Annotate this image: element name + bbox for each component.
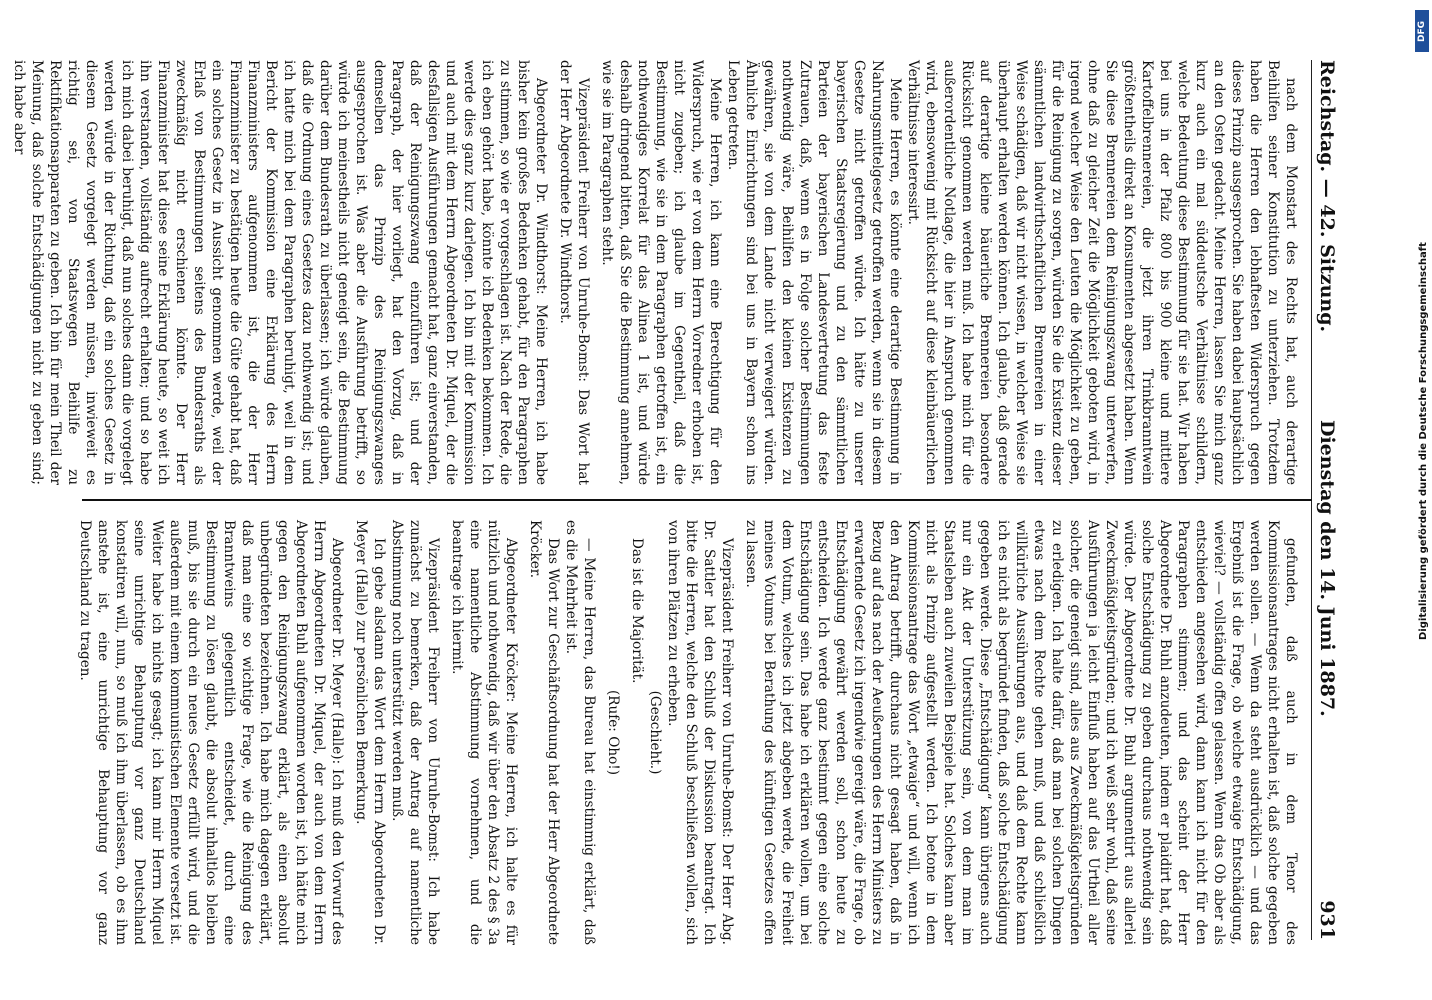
- paragraph: Vizepräsident Freiherr von Unruhe-Bomst: Ich habe zunächst zu bemerken, daß der Antrag auf namentliche Abstimmung noch unterstützt werden muß.: [389, 520, 441, 945]
- paragraph: (Geschieht.): [647, 690, 663, 775]
- paragraph: Das Wort zur Geschäftsordnung hat der Herr Abgeordnete Kröcker.: [527, 520, 561, 945]
- left-column: [11, 60, 1300, 485]
- paragraph: Abgeordneter Dr. Meyer (Halle): Ich muß den Vorwurf des Herrn Abgeordneten Dr. Miquel, der auch von dem Herrn Abgeordneten Buhl aufgenommen worden ist, ich hätte mich gegen den Reinigungszwang erklärt, als einen absolut unbegründeten bezeichnen. Ich habe mich dagegen erklärt, daß man eine so wichtige Frage, wie die Reinigung des Branntweins gelegentlich entscheidet, durch eine Bestimmung zu lösen glaubt, die absolut inhaltlos bleiben muß, bis sie durch ein neues Gesetz erfüllt wird, und die außerdem mit einem kommunistischen Elemente versetzt ist. Weiter habe ich nichts gesagt; ich kann mir Herrn Miquel seine unrichtige Behauptung vor ganz Deutschland konstatiren will, nun, so muß ich ihm überlassen, ob es ihm anstehe ist, eine unrichtige Behauptung vor ganz Deutschland zu tragen.: [77, 520, 345, 945]
- page-header: [1314, 60, 1338, 940]
- paragraph: — Meine Herren, das Bureau hat einstimmig erklärt, daß es die Mehrheit ist.: [563, 520, 597, 945]
- header-title: Reichstag. — 42. Sitzung.: [1316, 60, 1338, 333]
- paragraph: Abgeordneter Dr. Windthorst: Meine Herren, ich habe bisher kein großes Bedenken gehabt, für den Paragraphen zu stimmen, so wie er vorgeschlagen ist. Nach der Rede, die ich eben gehört habe, könnte ich Bedenken bekommen. Ich werde dies ganz kurz darlegen. Ich bin mit der Kommission und auch mit dem Herrn Abgeordneten Dr. Miquel, der die desfallsigen Ausführungen gemacht hat, ganz einverstanden, daß der Reinigungszwang einzuführen ist; und der Paragraph, der hier vorliegt, hat den Vorzug, daß in demselben das Prinzip des Reinigungszwanges ausgesprochen ist. Was aber die Ausführung betrifft, so würde ich meinestheils nicht geneigt sein, die Bestimmung darüber dem Bundesrath zu überlassen; ich würde glauben, daß die Ordnung eines Gesetzes dazu nothwendig ist; und ich hatte mich bei dem Paragraphen beruhigt, weil in dem Bericht der Kommission eine Erklärung des Herrn Finanzministers aufgenommen ist, die der Herr Finanzminister zu bestätigen heute die Güte gehabt hat, daß ein solches Gesetz in Aussicht genommen werde, weil der Erlaß von Bestimmungen seitens des Bundesraths als zweckmäßig nicht erschienen könnte. Der Herr Finanzminister hat diese seine Erklärung heute, so weit ich ihn verstanden, vollständig aufrecht erhalten; und so habe ich mich dabei beruhigt, daß nun solches dann die vorgelegt werden würde in der Richtung, daß ein solches Gesetz in diesem Gesetz vorgelegt werden müssen, inwieweit es richtig sei, von Staatswegen Beihilfe zu Rektifikationsapparaten zu geben. Ich bin für mein Theil der Meinung, daß solche Entschädigungen nicht zu geben sind; ich habe aber: [11, 60, 549, 485]
- paragraph: Meine Herren, ich kann eine Berechtigung für den Widerspruch, wie er von dem Herrn Vorredner erhoben ist, nicht zugeben; ich glaube im Gegentheil, daß die Bestimmung, wie sie in dem Paragraphen getroffen ist, ein nothwendiges Korrelat für das Alinea 1 ist, und würde deshalb dringend bitten, daß Sie die Bestimmung annehmen, wie sie im Paragraphen steht.: [599, 60, 723, 485]
- paragraph: Vizepräsident Freiherr von Unruhe-Bomst: Das Wort hat der Herr Abgeordnete Dr. Windthorst.: [557, 60, 591, 485]
- header-date: Dienstag den 14. Juni 1887.: [1316, 420, 1338, 717]
- column-divider: [82, 499, 1312, 501]
- paragraph: Ich gebe alsdann das Wort dem Herrn Abgeordneten Dr. Meyer (Halle) zur persönlichen Bemerkung.: [353, 520, 387, 945]
- page-number: 931: [1316, 900, 1338, 940]
- paragraph: Meine Herren, es könnte eine derartige Bestimmung in Nahrungsmittelgesetz getroffen werden, wenn sie in diesem Gesetze nicht getroffen würde. Ich hätte zu unserer bayerischen Staatsregierung und zu den sämmtlichen Parteien der bayerischen Landesvertretung das feste Zutrauen, daß, wenn es in Folge solcher Bestimmungen nothwendig wäre, Beihilfen den kleinen Existenzen zu gewähren, sie von dem Lande nicht verweigert würden. Ähnliche Einrichtungen sind bei uns in Bayern schon ins Leben getreten.: [725, 60, 903, 485]
- dfg-logo: DFG: [1415, 10, 1429, 52]
- paragraph: Das ist die Majorität.: [629, 538, 645, 684]
- paragraph: Vizepräsident Freiherr von Unruhe-Bomst: Der Herr Abg. Dr. Sattler hat den Schluß der Diskussion beantragt. Ich bitte die Herren, welche den Schluß beschließen wollen, sich von ihren Plätzen zu erheben.: [665, 520, 735, 945]
- paragraph: (Rufe: Oho!): [605, 689, 621, 776]
- paragraph: Abgeordneter Kröcker: Meine Herren, ich halte es für nützlich und nothwendig, daß wir über den Absatz 2 des § 3a eine namentliche Abstimmung vornehmen, und die beantrage ich hiermit.: [449, 520, 519, 945]
- paragraph: gefunden, daß auch in dem Tenor des Kommissionsantrages nicht erhalten ist, daß solche gegeben werden sollen. — Wenn da steht ausdrücklich — und das Ergebniß ist die Frage, ob welche etwaige Entschädigung, wieviel? — vollständig offen gelassen. Wenn das Ob aber als entschieden angesehen wird, dann kann ich nicht für den Paragraphen stimmen; und das scheint der Herr Abgeordnete Dr. Buhl anzudeuten, indem er plaidirt hat, daß solche Entschädigung zu geben durchaus nothwendig sein würde. Der Abgeordnete Dr. Buhl argumentirt aus allerlei Zweckmäßigkeitsgründen; und ich weiß sehr wohl, daß seine Ausführungen ja leicht Einfluß haben auf das Urtheil aller solcher, die geneigt sind, alles aus Zweckmäßigkeitsgründen zu erledigen. Ich halte dafür, daß man bei solchen Dingen etwas nach dem Rechte gehen muß, und daß schließlich willkürliche Aussührungen aus, und daß dem Rechte kann ich es nicht als begründet finden, daß solche Entschädigung gegeben werde. Diese „Entschädigung“ kann übrigens auch nur ein Akt der Unterstützung sein, von dem man im Staatsleben auch zuweilen Beispiele hat. Solches kann aber nicht als Prinzip aufgestellt werden. Ich betone in dem Kommissionsantrage das Wort „etwaige“ und will, wenn ich den Antrag betrifft, durchaus nicht gesagt haben, daß in Bezug auf das nach der Aeußerungen des Herrn Ministers zu erwartende Gesetz ich irgendwie gereigt wäre, die Frage, ob Entschädigung gewährt werden soll, schon heute zu entscheiden. Ich werde ganz bestimmt gegen eine solche Entschädigung sein. Das habe ich erklären wollen, um bei dem Votum, welches ich jetzt abgeben werde, die Freiheit meines Votums bei Berathung des künftigen Gesetzes offen zu lassen.: [743, 520, 1299, 945]
- paragraph: nach dem Monstart des Rechts hat, auch derartige Beihilfen seiner Konstitution zu unterziehen. Trotzdem haben die Herren den lebhaftesten Widerspruch gegen dieses Prinzip ausgesprochen. Sie haben dabei hauptsächlich an den Osten gedacht. Meine Herren, lassen Sie mich ganz kurz auch ein mal süddeutsche Verhältnisse schildern, welche Bedeutung diese Bestimmung für sie hat. Wir haben bei uns in der Pfalz 800 bis 900 kleine und mittlere Kartoffelbrennereien, die jetzt ihren Trinkbranntwein größtentheils direkt an Konsumenten abgesetzt haben. Wenn Sie diese Brennereien dem Reinigungszwang unterwerfen, ohne daß zu gleicher Zeit die Möglichkeit geboten wird, in irgend welcher Weise den Leuten die Möglichkeit zu geben, für die Reinigung zu sorgen, würden Sie die Existenz dieser sämmtlichen landwirthschaftlichen Brennereien in einer Weise schädigen, daß wir nicht wissen, in welcher Weise sie überhaupt erhalten werden können. Ich glaube, daß gerade auf derartige kleine bäuerliche Brennereien besondere Rücksicht genommen werden muß. Ich habe mich für die außerordentliche Notlage, die hier in Anspruch genommen wird, ebensowenig mit Rücksicht auf diese kleinbäuerlichen Verhältnisse interessirt.: [905, 60, 1299, 485]
- funding-note: Digitalisierung gefördert durch die Deutsche Forschungsgemeinschaft: [1418, 242, 1429, 640]
- right-column: [70, 520, 1300, 945]
